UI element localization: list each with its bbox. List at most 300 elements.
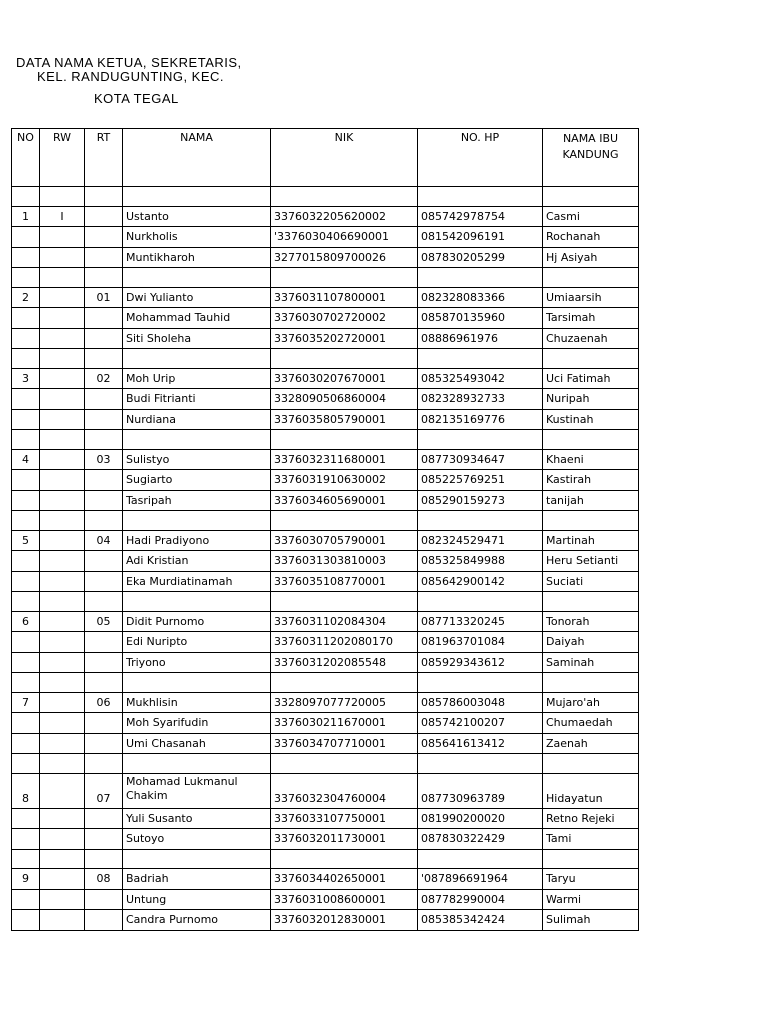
cell-nik: 3376031008600001 <box>271 889 418 910</box>
empty-cell <box>418 349 543 369</box>
cell-rw <box>40 773 85 808</box>
cell-nik: 3376031910630002 <box>271 470 418 491</box>
cell-rt <box>85 227 123 248</box>
cell-nik: 3376034605690001 <box>271 490 418 511</box>
cell-nama-ibu: Rochanah <box>543 227 639 248</box>
spacer-row <box>12 268 639 288</box>
cell-nama-ibu: Chumaedah <box>543 713 639 734</box>
cell-nama: Ustanto <box>123 206 271 227</box>
empty-cell <box>543 268 639 288</box>
cell-rt: 06 <box>85 692 123 713</box>
cell-rt <box>85 389 123 410</box>
table-row <box>12 571 639 592</box>
cell-no: 2 <box>12 287 40 308</box>
cell-nik: 33760311202080170 <box>271 632 418 653</box>
cell-nama-ibu: Mujaro'ah <box>543 692 639 713</box>
cell-nik: 3376031107800001 <box>271 287 418 308</box>
spacer-row <box>12 754 639 774</box>
cell-nama-ibu: Tonorah <box>543 611 639 632</box>
empty-cell <box>543 349 639 369</box>
cell-nama-ibu: Tarsimah <box>543 308 639 329</box>
empty-cell <box>271 673 418 693</box>
cell-no: 9 <box>12 869 40 890</box>
cell-hp: 082324529471 <box>418 530 543 551</box>
cell-nik: 3376030207670001 <box>271 368 418 389</box>
cell-hp: 087730963789 <box>418 773 543 808</box>
cell-nik: 3376032011730001 <box>271 829 418 850</box>
cell-hp: 085290159273 <box>418 490 543 511</box>
empty-cell <box>85 187 123 207</box>
cell-rw <box>40 287 85 308</box>
cell-nik: 3376035805790001 <box>271 409 418 430</box>
cell-rt <box>85 470 123 491</box>
cell-rw <box>40 530 85 551</box>
cell-nama: Nurkholis <box>123 227 271 248</box>
empty-cell <box>40 268 85 288</box>
cell-rw <box>40 490 85 511</box>
cell-rw <box>40 308 85 329</box>
cell-nama-ibu: Taryu <box>543 869 639 890</box>
table-row <box>12 773 639 808</box>
cell-nama: Sugiarto <box>123 470 271 491</box>
cell-nama-ibu: Daiyah <box>543 632 639 653</box>
cell-nik: 3376031202085548 <box>271 652 418 673</box>
cell-rw <box>40 713 85 734</box>
empty-cell <box>40 592 85 612</box>
cell-nama-ibu: Martinah <box>543 530 639 551</box>
empty-cell <box>418 430 543 450</box>
empty-cell <box>543 592 639 612</box>
cell-nama-ibu: Sulimah <box>543 910 639 931</box>
cell-rt <box>85 409 123 430</box>
cell-no <box>12 328 40 349</box>
cell-rw <box>40 470 85 491</box>
cell-nama-ibu: Uci Fatimah <box>543 368 639 389</box>
cell-nama: Untung <box>123 889 271 910</box>
empty-cell <box>418 268 543 288</box>
cell-no <box>12 308 40 329</box>
cell-nik: 3376035108770001 <box>271 571 418 592</box>
spacer-row <box>12 187 639 207</box>
cell-rt <box>85 308 123 329</box>
cell-nama-ibu: Nuripah <box>543 389 639 410</box>
cell-rt: 05 <box>85 611 123 632</box>
cell-nik: 3376032012830001 <box>271 910 418 931</box>
cell-hp: 087830205299 <box>418 247 543 268</box>
empty-cell <box>12 187 40 207</box>
cell-no <box>12 632 40 653</box>
empty-cell <box>40 187 85 207</box>
table-row <box>12 632 639 653</box>
table-row <box>12 808 639 829</box>
spacer-row <box>12 349 639 369</box>
cell-no: 5 <box>12 530 40 551</box>
cell-hp: 085742978754 <box>418 206 543 227</box>
empty-cell <box>85 673 123 693</box>
cell-nik: 3376030702720002 <box>271 308 418 329</box>
cell-rt <box>85 206 123 227</box>
cell-hp: 085325849988 <box>418 551 543 572</box>
empty-cell <box>12 754 40 774</box>
empty-cell <box>85 430 123 450</box>
empty-cell <box>12 673 40 693</box>
cell-nama: Moh Syarifudin <box>123 713 271 734</box>
cell-hp: 085385342424 <box>418 910 543 931</box>
empty-cell <box>271 511 418 531</box>
empty-cell <box>123 849 271 869</box>
cell-no <box>12 227 40 248</box>
cell-rt <box>85 733 123 754</box>
cell-no <box>12 808 40 829</box>
cell-hp: 085641613412 <box>418 733 543 754</box>
cell-rw <box>40 733 85 754</box>
table-row <box>12 490 639 511</box>
cell-rw <box>40 389 85 410</box>
cell-rw <box>40 227 85 248</box>
title-line-1: DATA NAMA KETUA, SEKRETARIS, <box>16 55 242 70</box>
empty-cell <box>40 349 85 369</box>
table-row <box>12 692 639 713</box>
cell-hp: 087782990004 <box>418 889 543 910</box>
table-row <box>12 530 639 551</box>
cell-rw <box>40 247 85 268</box>
empty-cell <box>271 187 418 207</box>
table-row <box>12 869 639 890</box>
cell-nik: 3328097077720005 <box>271 692 418 713</box>
cell-hp: 085742100207 <box>418 713 543 734</box>
empty-cell <box>418 511 543 531</box>
cell-no: 8 <box>12 773 40 808</box>
cell-no <box>12 829 40 850</box>
cell-nik: 3376033107750001 <box>271 808 418 829</box>
cell-nama: Adi Kristian <box>123 551 271 572</box>
cell-no <box>12 733 40 754</box>
cell-nama: Mohammad Tauhid <box>123 308 271 329</box>
empty-cell <box>418 754 543 774</box>
cell-hp: 085642900142 <box>418 571 543 592</box>
cell-nik: '3376030406690001 <box>271 227 418 248</box>
cell-nik: 3376030211670001 <box>271 713 418 734</box>
cell-hp: 087830322429 <box>418 829 543 850</box>
cell-no <box>12 910 40 931</box>
cell-nama: Moh Urip <box>123 368 271 389</box>
cell-hp: 081990200020 <box>418 808 543 829</box>
empty-cell <box>85 349 123 369</box>
cell-no <box>12 571 40 592</box>
table-row <box>12 449 639 470</box>
cell-hp: 085325493042 <box>418 368 543 389</box>
cell-nama: Yuli Susanto <box>123 808 271 829</box>
col-header-rw: RW <box>40 129 85 187</box>
cell-hp: 085929343612 <box>418 652 543 673</box>
empty-cell <box>271 268 418 288</box>
empty-cell <box>543 511 639 531</box>
cell-nik: 3376032205620002 <box>271 206 418 227</box>
empty-cell <box>12 268 40 288</box>
cell-nama: Tasripah <box>123 490 271 511</box>
cell-rw <box>40 571 85 592</box>
spacer-row <box>12 430 639 450</box>
table-row <box>12 652 639 673</box>
cell-hp: 085786003048 <box>418 692 543 713</box>
empty-cell <box>418 592 543 612</box>
cell-hp: 08886961976 <box>418 328 543 349</box>
cell-hp: 081963701084 <box>418 632 543 653</box>
cell-nama: Sutoyo <box>123 829 271 850</box>
cell-nama: Muntikharoh <box>123 247 271 268</box>
cell-rw <box>40 869 85 890</box>
cell-nama-ibu: Tami <box>543 829 639 850</box>
cell-no <box>12 551 40 572</box>
col-header-nama: NAMA <box>123 129 271 187</box>
cell-nama-ibu: tanijah <box>543 490 639 511</box>
empty-cell <box>271 592 418 612</box>
cell-nama: Umi Chasanah <box>123 733 271 754</box>
cell-rt: 08 <box>85 869 123 890</box>
empty-cell <box>40 430 85 450</box>
cell-nik: 3376031303810003 <box>271 551 418 572</box>
cell-rw <box>40 808 85 829</box>
cell-nama: Hadi Pradiyono <box>123 530 271 551</box>
cell-rw: I <box>40 206 85 227</box>
table-row <box>12 910 639 931</box>
table-row <box>12 368 639 389</box>
empty-cell <box>418 673 543 693</box>
cell-rt: 07 <box>85 773 123 808</box>
cell-nik: 3376035202720001 <box>271 328 418 349</box>
cell-nama-ibu: Kustinah <box>543 409 639 430</box>
empty-cell <box>12 849 40 869</box>
cell-nama-ibu: Casmi <box>543 206 639 227</box>
cell-rt <box>85 652 123 673</box>
cell-rw <box>40 829 85 850</box>
empty-cell <box>543 754 639 774</box>
cell-rt <box>85 247 123 268</box>
member-table <box>11 128 639 931</box>
spacer-row <box>12 849 639 869</box>
empty-cell <box>123 187 271 207</box>
cell-rt <box>85 571 123 592</box>
empty-cell <box>418 187 543 207</box>
empty-cell <box>40 849 85 869</box>
cell-nama: Mukhlisin <box>123 692 271 713</box>
cell-rt <box>85 490 123 511</box>
cell-nama-ibu: Suciati <box>543 571 639 592</box>
cell-hp: 082328083366 <box>418 287 543 308</box>
cell-nik: 3376034707710001 <box>271 733 418 754</box>
empty-cell <box>12 511 40 531</box>
cell-nama-ibu: Kastirah <box>543 470 639 491</box>
cell-hp: 081542096191 <box>418 227 543 248</box>
table-row <box>12 206 639 227</box>
cell-rw <box>40 368 85 389</box>
table-row <box>12 829 639 850</box>
cell-rw <box>40 910 85 931</box>
table-row <box>12 733 639 754</box>
cell-nama-ibu: Heru Setianti <box>543 551 639 572</box>
cell-nik: 3328090506860004 <box>271 389 418 410</box>
empty-cell <box>123 673 271 693</box>
table-row <box>12 389 639 410</box>
cell-no <box>12 713 40 734</box>
cell-rw <box>40 551 85 572</box>
cell-rt: 04 <box>85 530 123 551</box>
cell-nama-ibu: Saminah <box>543 652 639 673</box>
empty-cell <box>12 430 40 450</box>
col-header-hp: NO. HP <box>418 129 543 187</box>
empty-cell <box>40 754 85 774</box>
cell-nama: Triyono <box>123 652 271 673</box>
cell-hp: 082328932733 <box>418 389 543 410</box>
empty-cell <box>543 673 639 693</box>
cell-nama: Sulistyo <box>123 449 271 470</box>
table-row <box>12 247 639 268</box>
cell-nama: Budi Fitrianti <box>123 389 271 410</box>
spacer-row <box>12 673 639 693</box>
cell-no: 1 <box>12 206 40 227</box>
spacer-row <box>12 592 639 612</box>
cell-no <box>12 409 40 430</box>
cell-no <box>12 889 40 910</box>
empty-cell <box>40 673 85 693</box>
table-row <box>12 551 639 572</box>
cell-rw <box>40 632 85 653</box>
empty-cell <box>543 849 639 869</box>
cell-nama: Siti Sholeha <box>123 328 271 349</box>
col-header-nama-ibu: NAMA IBU KANDUNG <box>543 129 639 187</box>
cell-nama-ibu: Hidayatun <box>543 773 639 808</box>
cell-no <box>12 247 40 268</box>
cell-nik: 3277015809700026 <box>271 247 418 268</box>
empty-cell <box>271 849 418 869</box>
cell-nama-ibu: Zaenah <box>543 733 639 754</box>
cell-nik: 3376030705790001 <box>271 530 418 551</box>
empty-cell <box>543 430 639 450</box>
table-row <box>12 713 639 734</box>
table-header-row <box>12 129 639 187</box>
cell-nama: Dwi Yulianto <box>123 287 271 308</box>
cell-no <box>12 652 40 673</box>
empty-cell <box>12 349 40 369</box>
empty-cell <box>85 592 123 612</box>
cell-rw <box>40 328 85 349</box>
empty-cell <box>271 430 418 450</box>
cell-nama: Candra Purnomo <box>123 910 271 931</box>
col-header-no: NO <box>12 129 40 187</box>
table-row <box>12 308 639 329</box>
empty-cell <box>123 511 271 531</box>
cell-rt <box>85 829 123 850</box>
title-line-3: KOTA TEGAL <box>94 91 179 106</box>
cell-rt <box>85 808 123 829</box>
cell-nik: 3376032311680001 <box>271 449 418 470</box>
cell-hp: 082135169776 <box>418 409 543 430</box>
empty-cell <box>40 511 85 531</box>
cell-rw <box>40 449 85 470</box>
empty-cell <box>123 268 271 288</box>
col-header-nik: NIK <box>271 129 418 187</box>
cell-rt <box>85 889 123 910</box>
empty-cell <box>85 268 123 288</box>
cell-rt: 01 <box>85 287 123 308</box>
table-row <box>12 409 639 430</box>
cell-nik: 3376031102084304 <box>271 611 418 632</box>
cell-nama: Edi Nuripto <box>123 632 271 653</box>
cell-rt <box>85 910 123 931</box>
cell-no: 4 <box>12 449 40 470</box>
cell-rt <box>85 632 123 653</box>
cell-rw <box>40 692 85 713</box>
empty-cell <box>123 592 271 612</box>
empty-cell <box>123 430 271 450</box>
cell-nama-ibu: Khaeni <box>543 449 639 470</box>
cell-no <box>12 490 40 511</box>
cell-hp: 085870135960 <box>418 308 543 329</box>
cell-rt <box>85 328 123 349</box>
spacer-row <box>12 511 639 531</box>
cell-rw <box>40 652 85 673</box>
cell-nama: Badriah <box>123 869 271 890</box>
cell-nama-ibu: Umiaarsih <box>543 287 639 308</box>
table-body <box>12 187 639 931</box>
cell-hp: 085225769251 <box>418 470 543 491</box>
cell-rw <box>40 889 85 910</box>
cell-rw <box>40 409 85 430</box>
cell-rt: 03 <box>85 449 123 470</box>
table-row <box>12 611 639 632</box>
empty-cell <box>85 511 123 531</box>
cell-rt <box>85 551 123 572</box>
empty-cell <box>418 849 543 869</box>
empty-cell <box>12 592 40 612</box>
cell-no: 3 <box>12 368 40 389</box>
cell-nama: Didit Purnomo <box>123 611 271 632</box>
cell-no <box>12 470 40 491</box>
cell-nama-ibu: Chuzaenah <box>543 328 639 349</box>
cell-nama-ibu: Retno Rejeki <box>543 808 639 829</box>
title-line-2: KEL. RANDUGUNTING, KEC. <box>37 69 225 84</box>
cell-nama: Eka Murdiatinamah <box>123 571 271 592</box>
table-row <box>12 889 639 910</box>
empty-cell <box>271 349 418 369</box>
table-row <box>12 328 639 349</box>
cell-rw <box>40 611 85 632</box>
cell-nama: Mohamad Lukmanul Chakim <box>123 773 271 808</box>
empty-cell <box>543 187 639 207</box>
cell-hp: '087896691964 <box>418 869 543 890</box>
cell-rt: 02 <box>85 368 123 389</box>
table-row <box>12 470 639 491</box>
cell-no <box>12 389 40 410</box>
cell-rt <box>85 713 123 734</box>
cell-nama-ibu: Warmi <box>543 889 639 910</box>
cell-hp: 087730934647 <box>418 449 543 470</box>
cell-nama-ibu: Hj Asiyah <box>543 247 639 268</box>
cell-no: 6 <box>12 611 40 632</box>
empty-cell <box>271 754 418 774</box>
cell-hp: 087713320245 <box>418 611 543 632</box>
col-header-rt: RT <box>85 129 123 187</box>
cell-nik: 3376032304760004 <box>271 773 418 808</box>
empty-cell <box>123 754 271 774</box>
cell-nama: Nurdiana <box>123 409 271 430</box>
cell-no: 7 <box>12 692 40 713</box>
empty-cell <box>123 349 271 369</box>
cell-nik: 3376034402650001 <box>271 869 418 890</box>
table-row <box>12 227 639 248</box>
empty-cell <box>85 849 123 869</box>
table-row <box>12 287 639 308</box>
